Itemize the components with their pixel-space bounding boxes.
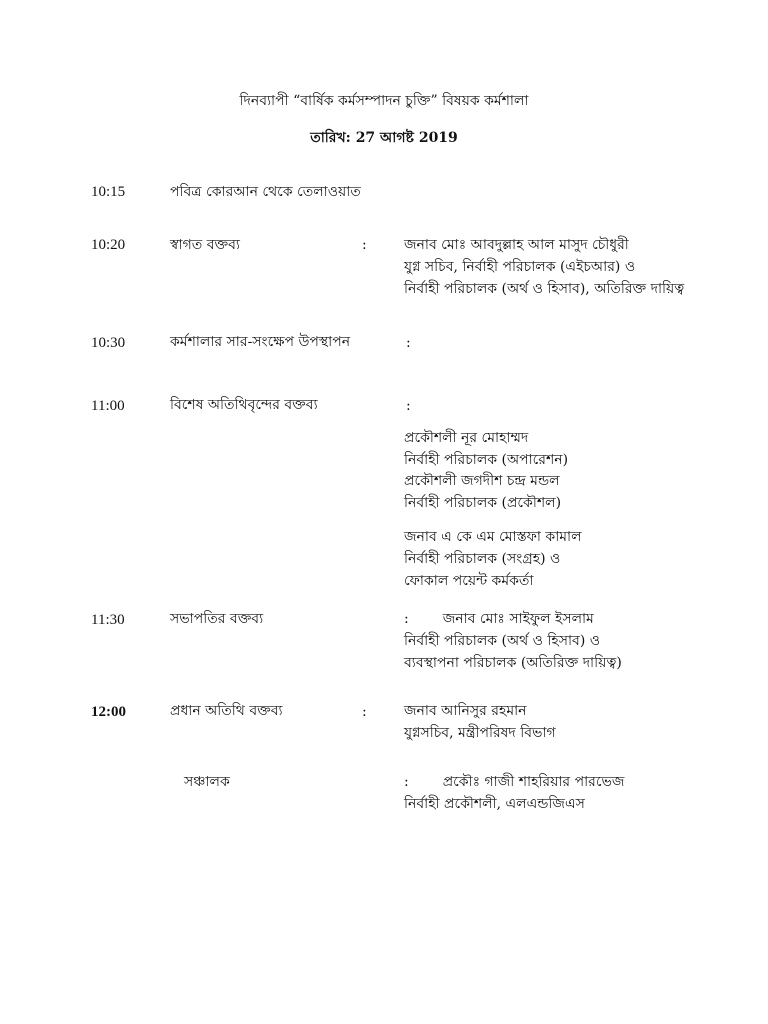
guest-name: প্রকৌশলী নূর মোহাম্মদ [404, 430, 529, 446]
guest-designation: নির্বাহী পরিচালক (সংগ্রহ) ও [404, 551, 561, 567]
guest-name: জনাব এ কে এম মোস্তফা কামাল [404, 529, 582, 545]
colon-separator: : [404, 611, 409, 627]
colon-separator: : [362, 704, 367, 720]
workshop-date: তারিখ: 27 আগষ্ট 2019 [310, 130, 458, 146]
speaker-designation: যুগ্নসচিব, মন্ত্রীপরিষদ বিভাগ [404, 725, 556, 741]
guest-1 [404, 427, 568, 471]
moderator-designation: নির্বাহী প্রকৌশলী, এলএন্ডজিএস [404, 796, 585, 812]
moderator-label: সঞ্চালক [184, 774, 230, 790]
agenda-recitation: পবিত্র কোরআন থেকে তেলাওয়াত [170, 184, 361, 200]
time-1030: 10:30 [91, 335, 126, 351]
guest-designation: ফোকাল পয়েন্ট কর্মকর্তা [404, 573, 534, 589]
agenda-special-guests: বিশেষ অতিথিবৃন্দের বক্তব্য [170, 397, 318, 413]
agenda-welcome-speech: স্বাগত বক্তব্য [170, 237, 240, 253]
colon-separator: : [362, 237, 367, 253]
guest-name: প্রকৌশলী জগদীশ চন্দ্র মন্ডল [404, 473, 560, 489]
guest-3 [404, 526, 582, 592]
speaker-name: জনাব আনিসুর রহমান [404, 703, 527, 719]
speaker-name: জনাব মোঃ আবদুল্লাহ আল মাসুদ চৌধুরী [404, 237, 629, 253]
time-1130: 11:30 [91, 612, 125, 628]
guest-designation: নির্বাহী পরিচালক (প্রকৌশল) [404, 495, 562, 511]
guest-designation: নির্বাহী পরিচালক (অপারেশন) [404, 452, 569, 468]
speaker-designation: নির্বাহী পরিচালক (অর্থ ও হিসাব) ও [404, 633, 601, 649]
colon-separator: : [406, 398, 411, 414]
moderator-name: প্রকৌঃ গাজী শাহরিয়ার পারভেজ [442, 774, 625, 790]
speaker-designation: নির্বাহী পরিচালক (অর্থ ও হিসাব), অতিরিক্ত দায়িত্ব [404, 281, 685, 297]
chief-guest [404, 700, 556, 744]
agenda-chair-speech: সভাপতির বক্তব্য [170, 611, 264, 627]
speaker-name: জনাব মোঃ সাইফুল ইসলাম [442, 611, 594, 627]
welcome-speaker [404, 234, 684, 300]
colon-separator: : [404, 774, 409, 790]
workshop-title: দিনব্যাপী “বার্ষিক কর্মসম্পাদন চুক্তি” বিষয়ক কর্মশালা [239, 93, 529, 109]
moderator [404, 771, 624, 815]
chair-speaker [404, 608, 622, 674]
time-1200: 12:00 [91, 704, 126, 720]
speaker-designation: যুগ্ন সচিব, নির্বাহী পরিচালক (এইচআর) ও [404, 259, 636, 275]
time-1020: 10:20 [91, 237, 126, 253]
colon-separator: : [406, 335, 411, 351]
agenda-chief-guest-speech: প্রধান অতিথি বক্তব্য [170, 703, 283, 719]
time-1100: 11:00 [91, 398, 125, 414]
time-1015: 10:15 [91, 184, 126, 200]
speaker-designation: ব্যবস্থাপনা পরিচালক (অতিরিক্ত দায়িত্ব) [404, 655, 622, 671]
guest-2 [404, 470, 561, 514]
agenda-summary: কর্মশালার সার-সংক্ষেপ উপস্থাপন [170, 334, 351, 350]
